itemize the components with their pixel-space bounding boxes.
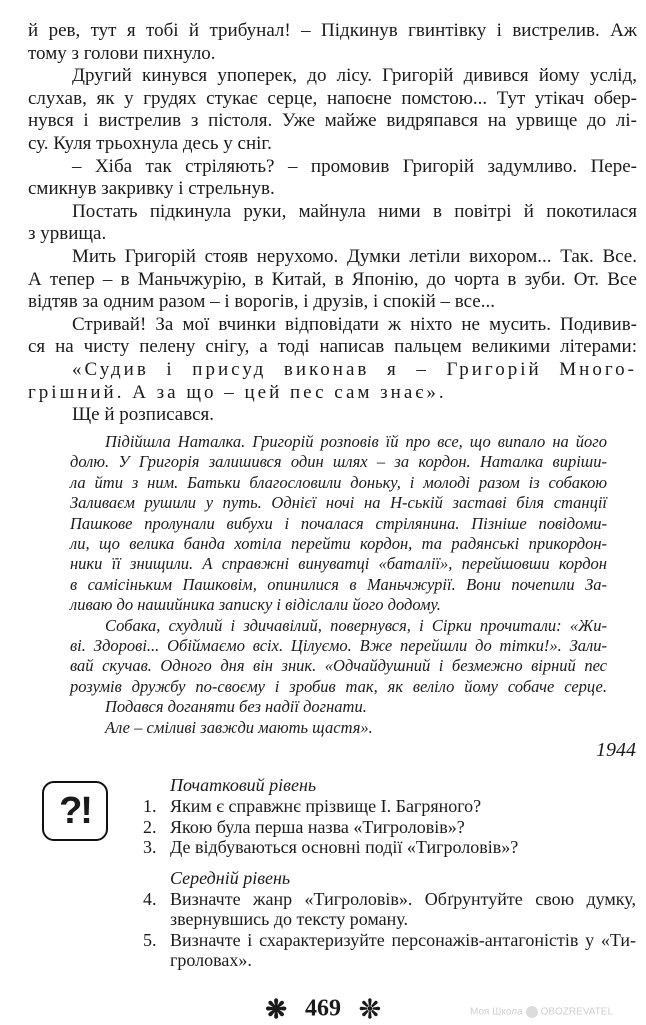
page-number: 469 [305, 995, 341, 1022]
body-text-line: Ще й розписався. [72, 404, 214, 426]
question-number: 4. [143, 888, 157, 909]
body-text-line: Постать підкинула руки, майнула ними в повітрі й покотилася [72, 200, 637, 222]
watermark [470, 1006, 613, 1018]
summary-text-line: Подався доганяти без надії догнати. [105, 697, 367, 717]
watermark-logo-icon [526, 1006, 538, 1018]
summary-text-line: Але – сміливі завжди мають щастя». [105, 717, 373, 737]
question-text: Якою була перша назва «Тигроловів»? [170, 816, 465, 837]
question-number: 1. [143, 796, 157, 816]
summary-text-line: ла йти з ним. Батьки благословили доньку, і молоді разом із собакою [70, 472, 607, 492]
question-number: 2. [143, 816, 157, 837]
body-text-line: смикнув закривку і стрельнув. [28, 178, 275, 200]
body-text-line: А тепер – в Маньчжурію, в Китай, в Японію, до чорта в зуби. От. Все [28, 268, 637, 290]
question-text: гроловах». [170, 950, 252, 970]
summary-text-line: Пашкове пролунали вибухи і почалася стрілянина. Пізніше повідоми- [70, 513, 607, 533]
summary-text-line: Заливаєм рушили у путь. Однієї ночі на Н-ській заставі біля станції [70, 493, 607, 513]
summary-text-line: вай скучав. Одного дня він зник. «Одчайдушний і безмежно вірний пес [70, 656, 607, 676]
question-text: Де відбуваються основні події «Тигроловів»? [170, 837, 519, 857]
year-of-writing: 1944 [596, 739, 636, 761]
questions-icon [42, 781, 108, 841]
question-text: звернувшись до тексту роману. [170, 909, 408, 929]
body-text-line: Другий кинувся упоперек, до лісу. Григорій дивився йому услід, [72, 65, 637, 87]
watermark-brand: OBOZREVATEL [540, 1006, 614, 1018]
body-text-line: Стривай! За мої вчинки відповідати ж ніхто не мусить. Подивив- [72, 313, 637, 335]
body-text-line: з урвища. [28, 223, 107, 245]
question-level-title: Середній рівень [170, 867, 291, 888]
summary-text-line: Собака, схудлий і здичавілий, повернувся, і Сірки прочитали: «Жи- [105, 615, 607, 635]
summary-text-line: долю. У Григорія залишився один шлях – за кордон. Наталка виріши- [70, 452, 607, 472]
question-text: Визначте і схарактеризуйте персонажів-антагоністів у «Ти- [170, 929, 636, 950]
question-text: Яким є справжнє прізвище І. Багряного? [170, 796, 482, 816]
questions-icon-label: ?! [59, 789, 91, 832]
ornament-right-icon: ❊ [359, 995, 381, 1024]
page-footer [223, 995, 423, 1025]
question-number: 3. [143, 837, 157, 857]
body-text-line: су. Куля трьохнула десь у сніг. [28, 133, 272, 154]
body-text-line: Мить Григорій стояв нерухомо. Думки летіли вихором... Так. Все. [72, 246, 637, 267]
summary-text-line: ли, що велика банда хотіла перейти кордон, та радянські прикордон- [70, 534, 607, 553]
watermark-school: Моя Школа [470, 1006, 523, 1018]
body-text-line: грішний. А за що – цей пес сам знає». [28, 381, 447, 403]
question-text: Визначте жанр «Тигроловів». Обґрунтуйте свою думку, [170, 888, 636, 909]
body-text-line: відтяв за одним разом – і ворогів, і друзів, і спокій – все... [28, 291, 495, 313]
body-text-line: «Судив і присуд виконав я – Григорій Много- [72, 359, 637, 380]
summary-text-line: в самісіньким Пашковім, опинилися в Маньчжурії. Вони почепили За- [70, 574, 607, 594]
question-number: 5. [143, 929, 157, 950]
summary-text-line: ники її знищили. А справжні винуватці «баталії», перейшовши кордон [70, 554, 607, 574]
body-text-line: нувся і вистрелив з пістоля. Уже майже видряпався на урвище до лі- [28, 110, 637, 132]
body-text-line: слухав, як у грудях стукає серце, напоєне помстою... Тут утікач обер- [28, 87, 637, 109]
body-text-line: ся на чисту пелену снігу, а тоді написав пальцем великими літерами: [28, 336, 637, 358]
body-text-line: тому з голови пихнуло. [28, 42, 216, 64]
body-text-line: й рев, тут я тобі й трибунал! – Підкинув гвинтівку і вистрелив. Аж [28, 20, 637, 41]
question-level-title: Початковий рівень [170, 775, 317, 795]
summary-text-line: Підійшла Наталка. Григорій розповів їй про все, що випало на його [105, 432, 607, 451]
summary-text-line: розумів дружбу по-своєму і зробив так, як веліло йому собаче серце. [70, 676, 607, 696]
summary-text-line: ві. Здорові... Обіймаємо всіх. Цілуємо. Вже перейшли до тітки!». Зали- [70, 636, 607, 655]
body-text-line: – Хіба так стріляють? – промовив Григорій задумливо. Пере- [72, 155, 637, 177]
ornament-left-icon: ❋ [265, 995, 287, 1024]
summary-text-line: ливаю до нашийника записку і відіслали його додому. [70, 595, 441, 615]
